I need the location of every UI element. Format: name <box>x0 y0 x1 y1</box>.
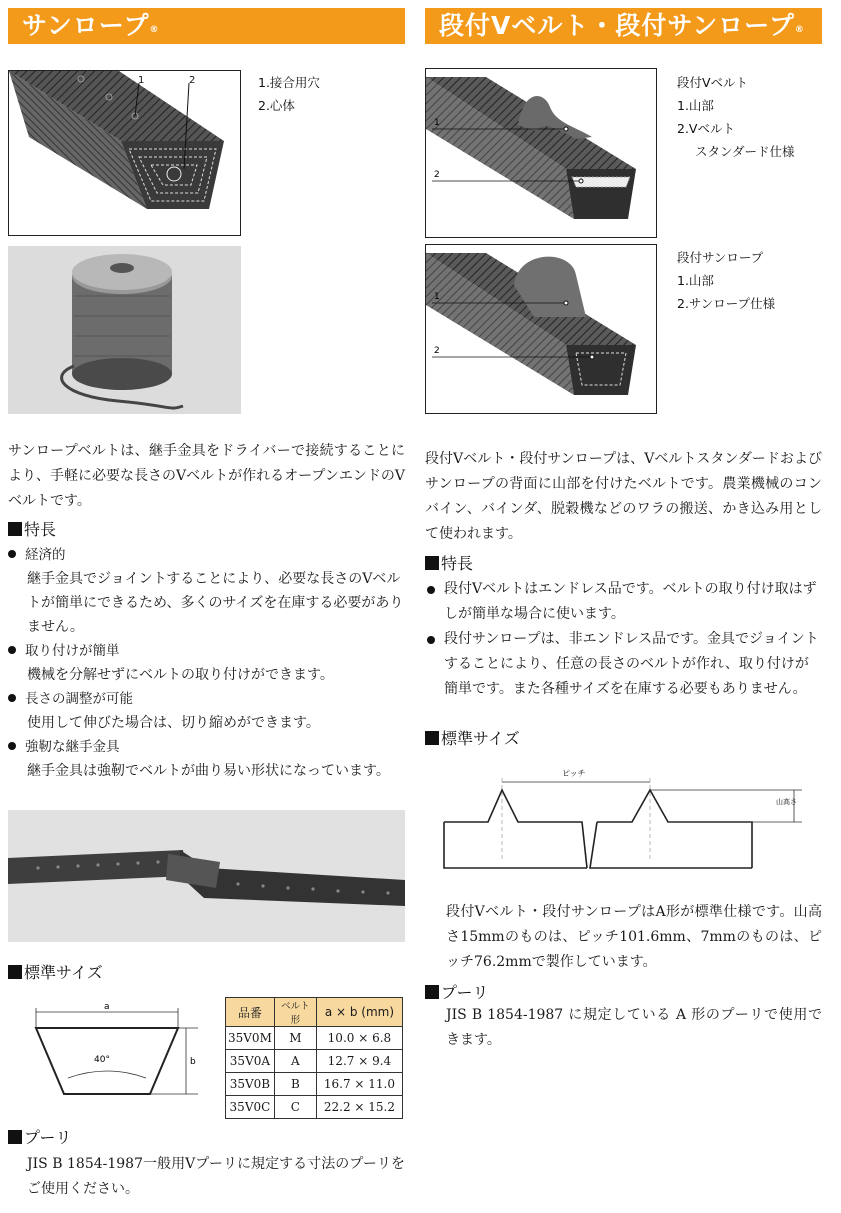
feature-title: 経済的 <box>8 543 405 567</box>
square-bullet-icon <box>8 522 22 536</box>
table-header-row <box>226 998 403 1027</box>
callout-1: 1 <box>138 75 145 86</box>
left-pulley-text: JIS B 1854-1987一般用Vプーリに規定する寸法のプーリをご使用ください。 <box>27 1156 405 1197</box>
callout-1: 1 <box>434 118 440 128</box>
square-bullet-icon <box>425 556 439 570</box>
angle-label: 40° <box>94 1055 110 1065</box>
left-pulley-heading: プーリ <box>8 1127 72 1149</box>
cell-belt-type: A <box>274 1050 316 1073</box>
right-pulley-heading: プーリ <box>425 982 489 1004</box>
left-sizes-heading: 標準サイズ <box>8 962 103 984</box>
callout-2: 2 <box>434 346 440 356</box>
right-sizes-heading: 標準サイズ <box>425 728 520 750</box>
legend-item: 1.山部 <box>677 273 714 288</box>
cell-belt-type: C <box>274 1096 316 1119</box>
callout-2: 2 <box>189 75 196 86</box>
right-intro-text: 段付Vベルト・段付サンロープは、Vベルトスタンダードおよびサンロープの背面に山部を付けたベルトです。農業機械のコンバイン、バインダ、脱穀機などのワラの搬送、かき込み用として使われます。 <box>425 451 822 542</box>
pitch-label: ピッチ <box>562 769 586 778</box>
cell-part-no: 35V0C <box>226 1096 275 1119</box>
legend-item: 1.山部 <box>677 98 714 113</box>
feature-desc: 使用して伸びた場合は、切り縮めができます。 <box>27 715 320 731</box>
col-header-belt-type: ベルト形 <box>274 998 316 1027</box>
legend-title: 段付サンロープ <box>677 250 764 265</box>
legend-item: スタンダード仕様 <box>695 144 795 159</box>
registered-mark: ® <box>149 25 160 35</box>
feature-title: 強靭な継手金具 <box>8 735 405 759</box>
dim-a-label: a <box>104 1002 110 1012</box>
size-table <box>225 997 403 1119</box>
cell-part-no: 35V0M <box>226 1027 275 1050</box>
joint-illustration <box>8 810 405 942</box>
table-row <box>226 1027 403 1050</box>
right-section-header <box>425 8 822 44</box>
stepped-v-belt-legend <box>677 71 795 163</box>
bullet-icon <box>427 636 435 644</box>
col-header-dimensions: a × b (mm) <box>316 998 402 1027</box>
cell-part-no: 35V0B <box>226 1073 275 1096</box>
right-pulley-text: JIS B 1854-1987 に規定している A 形のプーリで使用できます。 <box>446 1007 822 1048</box>
sunrope-belt-illustration <box>9 71 241 236</box>
left-header-title: サンロープ <box>22 11 150 40</box>
col-header-part-no: 品番 <box>226 998 275 1027</box>
feature-title: 長さの調整が可能 <box>8 687 405 711</box>
table-row <box>226 1073 403 1096</box>
cell-part-no: 35V0A <box>226 1050 275 1073</box>
left-features-list <box>8 543 405 783</box>
sunrope-belt-figure <box>8 70 241 236</box>
cell-dimensions: 16.7 × 11.0 <box>316 1073 402 1096</box>
cell-belt-type: B <box>274 1073 316 1096</box>
stepped-v-belt-illustration <box>426 69 657 238</box>
feature-desc: 継手金具でジョイントすることにより、必要な長さのVベルトが簡単にできるため、多くのサイズを在庫する必要がありません。 <box>27 571 404 635</box>
callout-2: 2 <box>434 170 440 180</box>
joint-fitting-photo <box>8 810 405 942</box>
height-label: 山高さ <box>776 798 797 806</box>
cell-belt-type: M <box>274 1027 316 1050</box>
list-item: 段付サンロープは、非エンドレス品です。金具でジョイントすることにより、任意の長さのベルトが作れ、取り付けが簡単です。また各種サイズを在庫する必要もありません。 <box>425 627 822 702</box>
callout-1: 1 <box>434 292 440 302</box>
bullet-icon <box>427 586 435 594</box>
feature-desc: 継手金具は強靭でベルトが曲り易い形状になっています。 <box>27 763 390 779</box>
spool-illustration <box>8 246 241 414</box>
sunrope-spool-photo <box>8 246 241 414</box>
square-bullet-icon <box>8 1130 22 1144</box>
legend-item: 2.Vベルト <box>677 121 735 136</box>
cell-dimensions: 22.2 × 15.2 <box>316 1096 402 1119</box>
table-row <box>226 1050 403 1073</box>
legend-title: 段付Vベルト <box>677 75 749 90</box>
left-intro-text: サンロープベルトは、継手金具をドライバーで接続することにより、手軽に必要な長さのVベルトが作れるオープンエンドのVベルトです。 <box>8 443 405 509</box>
right-features-list <box>425 577 822 702</box>
square-bullet-icon <box>425 985 439 999</box>
right-features-heading: 特長 <box>425 553 473 575</box>
left-section-header <box>8 8 405 44</box>
legend-item: 2.サンロープ仕様 <box>677 296 776 311</box>
right-header-title: 段付Vベルト・段付サンロープ <box>439 11 795 40</box>
legend-item: 2.心体 <box>258 98 295 113</box>
bullet-icon <box>8 646 16 654</box>
left-features-heading: 特長 <box>8 519 56 541</box>
right-sizes-text: 段付Vベルト・段付サンロープはA形が標準仕様です。山高さ15mmのものは、ピッチ101.6mm、7mmのものは、ピッチ76.2mmで製作しています。 <box>446 904 822 970</box>
sunrope-figure-legend <box>258 71 320 117</box>
stepped-sunrope-illustration <box>426 245 657 414</box>
bullet-icon <box>8 550 16 558</box>
v-belt-section-diagram <box>28 998 198 1110</box>
feature-desc: 機械を分解せずにベルトの取り付けができます。 <box>27 667 334 683</box>
square-bullet-icon <box>8 965 22 979</box>
bullet-icon <box>8 742 16 750</box>
cell-dimensions: 12.7 × 9.4 <box>316 1050 402 1073</box>
stepped-profile-diagram <box>432 760 827 875</box>
square-bullet-icon <box>425 731 439 745</box>
bullet-icon <box>8 694 16 702</box>
stepped-sunrope-figure <box>425 244 657 414</box>
dim-b-label: b <box>190 1057 196 1067</box>
cell-dimensions: 10.0 × 6.8 <box>316 1027 402 1050</box>
stepped-v-belt-figure <box>425 68 657 238</box>
list-item: 段付Vベルトはエンドレス品です。ベルトの取り付け取はずしが簡単な場合に使います。 <box>425 577 822 627</box>
legend-item: 1.接合用穴 <box>258 75 320 90</box>
table-row <box>226 1096 403 1119</box>
registered-mark: ® <box>794 25 805 35</box>
stepped-sunrope-legend <box>677 246 775 315</box>
feature-title: 取り付けが簡単 <box>8 639 405 663</box>
